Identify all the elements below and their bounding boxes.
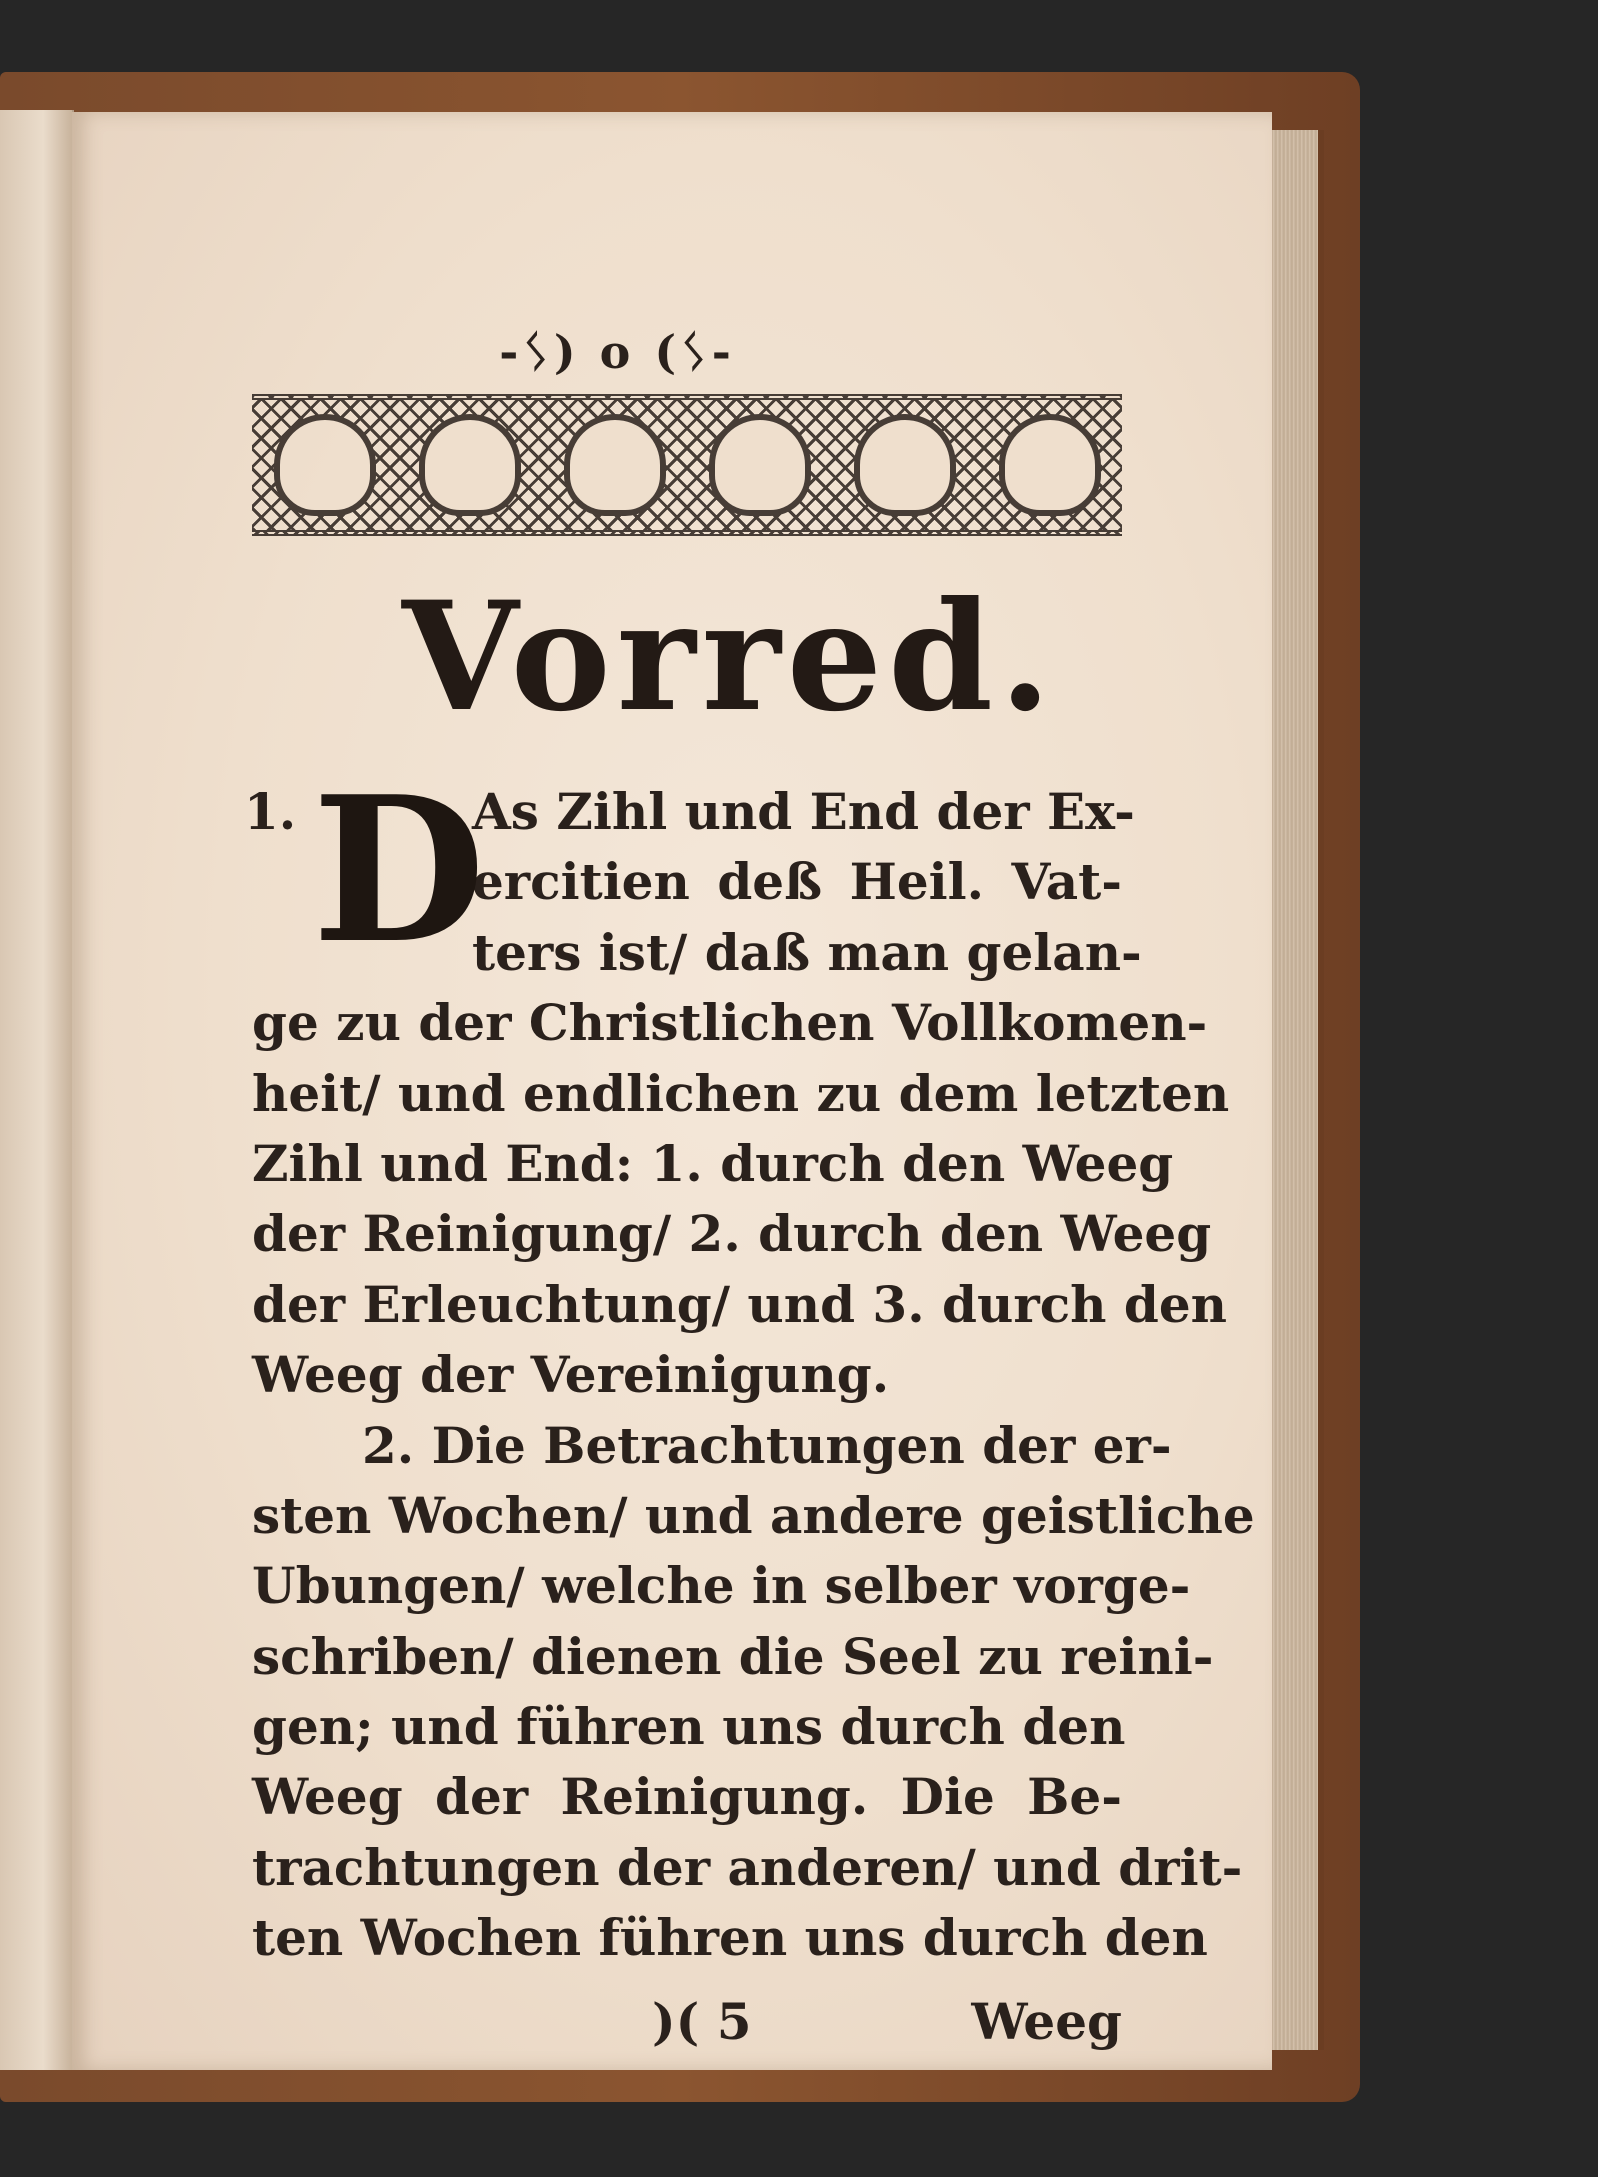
paragraph-2 bbox=[252, 1411, 1255, 1974]
text-line: der Reinigung/ 2. durch den Weeg bbox=[252, 1204, 1212, 1264]
body-text bbox=[244, 753, 1255, 1974]
ornament-motif bbox=[419, 414, 521, 516]
left-page bbox=[0, 110, 74, 2070]
ornament-motif bbox=[274, 414, 376, 516]
text-line: sten Wochen/ und andere geistliche bbox=[252, 1485, 1255, 1545]
text-line: As Zihl und End der Ex- bbox=[472, 782, 1135, 841]
text-line: ters ist/ daß man gelan- bbox=[472, 922, 1142, 982]
text-block bbox=[244, 322, 1255, 2051]
text-line: heit/ und endlichen zu dem letzten bbox=[252, 1063, 1230, 1123]
ornament-motif bbox=[854, 414, 956, 516]
text-line: Weeg der Reinigung. Die Be- bbox=[252, 1767, 1122, 1827]
running-head: -ᛊ) o (ᛊ- bbox=[499, 325, 735, 379]
text-line: schriben/ dienen die Seel zu reini- bbox=[252, 1626, 1214, 1686]
text-line: Ubungen/ welche in selber vorge- bbox=[252, 1556, 1191, 1616]
catchword: Weeg bbox=[971, 1992, 1122, 2051]
ornament-motif bbox=[709, 414, 811, 516]
decorative-border-ornament bbox=[252, 394, 1122, 536]
text-line: Zihl und End: 1. durch den Weeg bbox=[252, 1133, 1174, 1193]
text-line: gen; und führen uns durch den bbox=[252, 1697, 1126, 1757]
ornament-motif bbox=[999, 414, 1101, 516]
signature-mark: )( 5 bbox=[652, 1992, 752, 2051]
text-line: ge zu der Christlichen Vollkomen- bbox=[252, 993, 1208, 1053]
drop-cap: D bbox=[312, 753, 486, 988]
text-line: Weeg der Vereinigung. bbox=[252, 1345, 890, 1405]
paragraph-1 bbox=[244, 753, 1230, 1411]
book-page bbox=[72, 112, 1272, 2070]
ornament-motif bbox=[564, 414, 666, 516]
text-line: ercitien deß Heil. Vat- bbox=[472, 852, 1122, 912]
text-line: ten Wochen führen uns durch den bbox=[252, 1908, 1208, 1968]
text-line: 2. Die Betrachtungen der er- bbox=[362, 1415, 1172, 1475]
page-title: Vorred. bbox=[402, 569, 1058, 745]
ornament-motifs bbox=[252, 400, 1122, 530]
page-footer bbox=[252, 1992, 1122, 2062]
text-line: trachtungen der anderen/ und drit- bbox=[252, 1837, 1243, 1897]
text-line: der Erleuchtung/ und 3. durch den bbox=[252, 1274, 1228, 1334]
paragraph-number: 1. bbox=[244, 782, 297, 841]
